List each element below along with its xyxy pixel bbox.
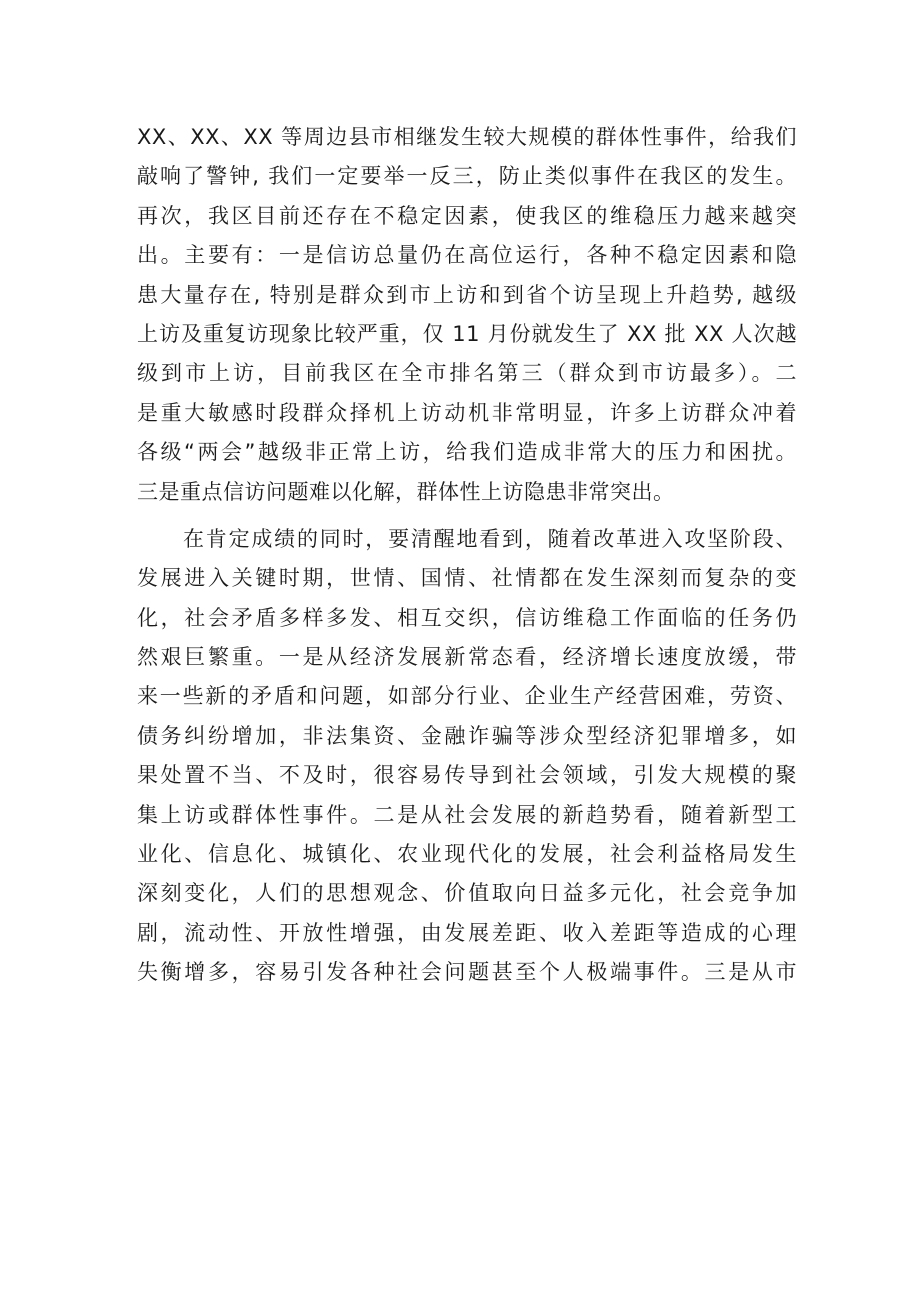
paragraph-line: XX、XX、XX 等周边县市相继发生较大规模的群体性事件，给我们: [137, 125, 797, 149]
paragraph-line: 深刻变化，人们的思想观念、价值取向日益多元化，社会竞争加: [137, 881, 797, 906]
paragraph-line: 剧，流动性、开放性增强，由发展差距、收入差距等造成的心理: [137, 920, 797, 945]
paragraph-line: 化，社会矛盾多样多发、相互交织，信访维稳工作面临的任务仍: [137, 605, 797, 630]
paragraph-line: 果处置不当、不及时，很容易传导到社会领域，引发大规模的聚: [137, 763, 797, 788]
paragraph-line: 上访及重复访现象比较严重，仅 11 月份就发生了 XX 批 XX 人次越: [137, 321, 797, 346]
paragraph-line: 敲响了警钟, 我们一定要举一反三，防止类似事件在我区的发生。: [137, 164, 797, 189]
paragraph-2: [137, 520, 797, 993]
paragraph-line: 各级“两会”越级非正常上访，给我们造成非常大的压力和困扰。: [137, 440, 797, 465]
paragraph-line: 发展进入关键时期，世情、国情、社情都在发生深刻而复杂的变: [137, 566, 797, 591]
paragraph-line: 三是重点信访问题难以化解，群体性上访隐患非常突出。: [137, 479, 675, 504]
paragraph-line: 债务纠纷增加，非法集资、金融诈骗等涉众型经济犯罪增多，如: [137, 723, 797, 748]
paragraph-1: [137, 118, 797, 512]
paragraph-line: 来一些新的矛盾和问题，如部分行业、企业生产经营困难，劳资、: [137, 684, 797, 709]
paragraph-line: 在肯定成绩的同时，要清醒地看到，随着改革进入攻坚阶段、: [183, 526, 797, 551]
paragraph-line: 级到市上访，目前我区在全市排名第三（群众到市访最多）。二: [137, 361, 797, 386]
paragraph-gap: [137, 512, 797, 520]
paragraph-line: 失衡增多，容易引发各种社会问题甚至个人极端事件。三是从市: [137, 960, 797, 985]
paragraph-line: 是重大敏感时段群众择机上访动机非常明显，许多上访群众冲着: [137, 400, 797, 425]
paragraph-line: 然艰巨繁重。一是从经济发展新常态看，经济增长速度放缓，带: [137, 645, 797, 670]
document-body: [137, 118, 797, 993]
paragraph-line: 业化、信息化、城镇化、农业现代化的发展，社会利益格局发生: [137, 842, 797, 867]
paragraph-line: 出。主要有：一是信访总量仍在高位运行，各种不稳定因素和隐: [137, 243, 797, 268]
paragraph-line: 患大量存在, 特别是群众到市上访和到省个访呈现上升趋势, 越级: [137, 282, 797, 307]
paragraph-line: 再次，我区目前还存在不稳定因素，使我区的维稳压力越来越突: [137, 203, 797, 228]
paragraph-line: 集上访或群体性事件。二是从社会发展的新趋势看，随着新型工: [137, 802, 797, 827]
